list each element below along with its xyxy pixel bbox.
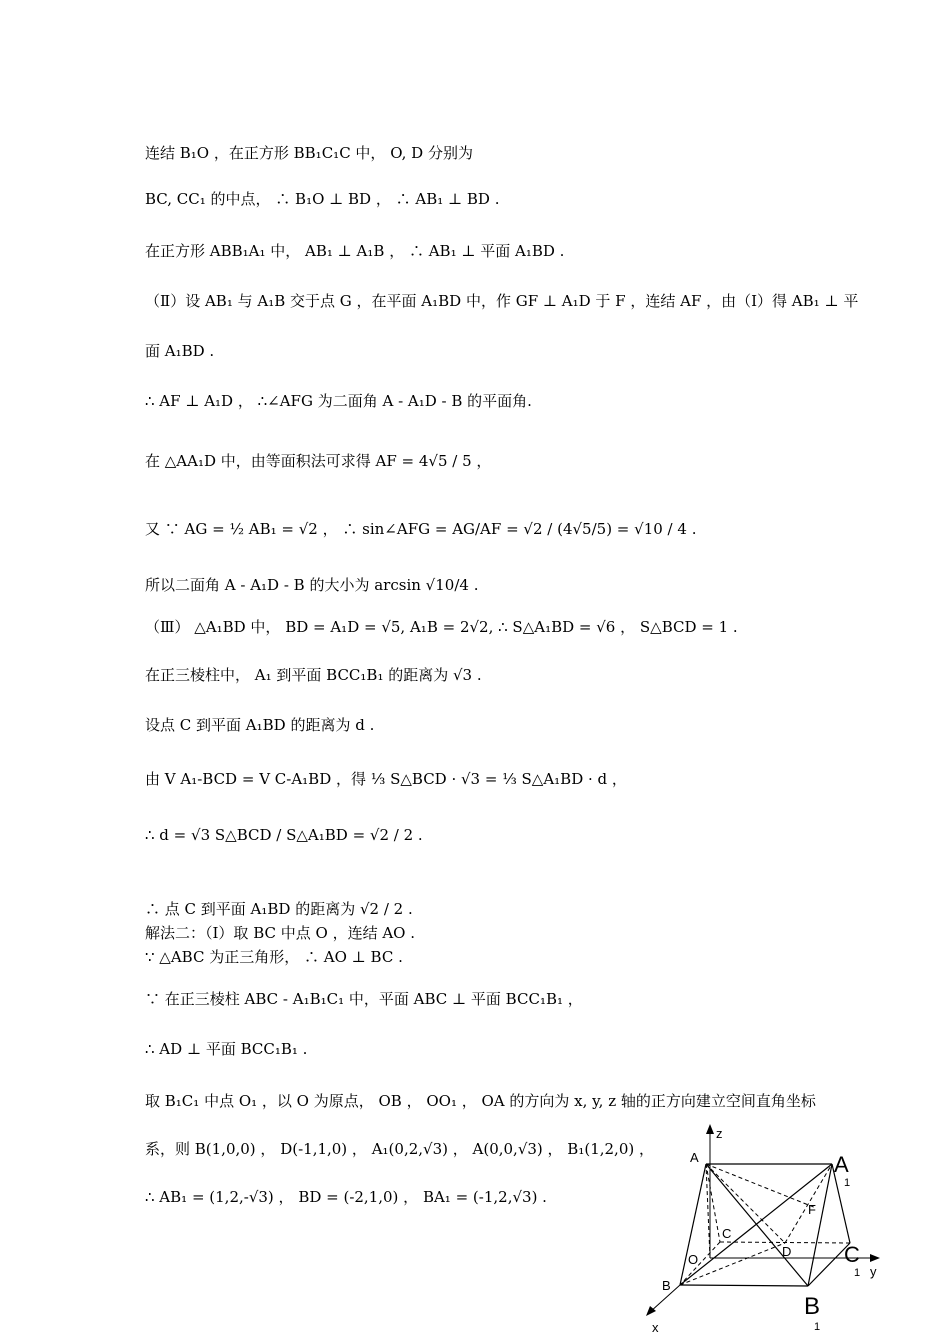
label-C: C xyxy=(722,1226,732,1241)
text-line: 取 B₁C₁ 中点 O₁ ，以 O 为原点， OB ， OO₁ ， OA 的方向为 x, y, z 轴的正方向建立空间直角坐标 xyxy=(145,1092,816,1110)
label-B1-sub: 1 xyxy=(814,1321,821,1333)
text-line: 又 ∵ AG = ½ AB₁ = √2 ， ∴ sin∠AFG = AG/AF = √2 / (4√5/5) = √10 / 4 . xyxy=(145,520,697,538)
text-line: ∴ AB₁ = (1,2,-√3) ， BD = (-2,1,0) ， BA₁ = (-1,2,√3) . xyxy=(145,1188,547,1206)
label-z: z xyxy=(716,1126,723,1141)
text-line: 设点 C 到平面 A₁BD 的距离为 d . xyxy=(145,716,375,734)
text-line: ∵ △ABC 为正三角形， ∴ AO ⊥ BC . xyxy=(145,948,403,966)
label-y: y xyxy=(870,1264,877,1279)
text-line: 由 V A₁-BCD = V C-A₁BD ，得 ⅓ S△BCD · √3 = ⅓ S△A₁BD · d ， xyxy=(145,770,627,788)
label-x: x xyxy=(652,1320,659,1335)
text-line: 在 △AA₁D 中，由等面积法可求得 AF = 4√5 / 5 ， xyxy=(145,452,492,470)
text-line: 在正三棱柱中， A₁ 到平面 BCC₁B₁ 的距离为 √3 . xyxy=(145,666,482,684)
label-B: B xyxy=(662,1278,671,1293)
label-O: O xyxy=(688,1252,699,1267)
label-A1: A xyxy=(834,1152,849,1177)
text-line: BC, CC₁ 的中点， ∴ B₁O ⊥ BD ， ∴ AB₁ ⊥ BD . xyxy=(145,190,500,208)
text-line: 连结 B₁O ，在正方形 BB₁C₁C 中， O, D 分别为 xyxy=(145,144,473,162)
label-C1-sub: 1 xyxy=(854,1267,861,1279)
text-line: （Ⅲ） △A₁BD 中， BD = A₁D = √5, A₁B = 2√2, ∴ S△A₁BD = √6 ， S△BCD = 1 . xyxy=(145,618,738,636)
label-A1-sub: 1 xyxy=(844,1177,851,1189)
text-line: （Ⅱ）设 AB₁ 与 A₁B 交于点 G ，在平面 A₁BD 中，作 GF ⊥ A₁D 于 F ，连结 AF ，由（Ⅰ）得 AB₁ ⊥ 平 xyxy=(145,292,859,310)
text-line: 所以二面角 A - A₁D - B 的大小为 arcsin √10/4 . xyxy=(145,576,479,594)
text-line: 面 A₁BD . xyxy=(145,342,215,360)
text-line: 在正方形 ABB₁A₁ 中， AB₁ ⊥ A₁B ， ∴ AB₁ ⊥ 平面 A₁BD . xyxy=(145,242,565,260)
text-line: 解法二：（Ⅰ）取 BC 中点 O ，连结 AO . xyxy=(145,924,416,942)
text-line: ∵ 在正三棱柱 ABC - A₁B₁C₁ 中，平面 ABC ⊥ 平面 BCC₁B₁ ， xyxy=(145,990,583,1008)
prism-hidden-edges xyxy=(680,1164,850,1285)
text-line: ∴ d = √3 S△BCD / S△A₁BD = √2 / 2 . xyxy=(145,826,423,844)
label-D: D xyxy=(782,1244,792,1259)
text-line: ∴ 点 C 到平面 A₁BD 的距离为 √2 / 2 . xyxy=(145,900,413,918)
text-line: 系，则 B(1,0,0) ， D(-1,1,0) ， A₁(0,2,√3) ， A(0,0,√3) ， B₁(1,2,0) ， xyxy=(145,1140,654,1158)
label-C1: C xyxy=(844,1242,860,1267)
prism-coordinate-figure xyxy=(640,1120,890,1344)
label-B1: B xyxy=(804,1293,821,1320)
prism-solid-edges xyxy=(680,1164,850,1286)
z-axis-arrow xyxy=(706,1124,714,1134)
label-F: F xyxy=(808,1202,816,1217)
text-line: ∴ AF ⊥ A₁D ， ∴∠AFG 为二面角 A - A₁D - B 的平面角. xyxy=(145,392,532,410)
label-A: A xyxy=(690,1150,699,1165)
text-line: ∴ AD ⊥ 平面 BCC₁B₁ . xyxy=(145,1040,308,1058)
y-axis-arrow xyxy=(870,1254,880,1262)
